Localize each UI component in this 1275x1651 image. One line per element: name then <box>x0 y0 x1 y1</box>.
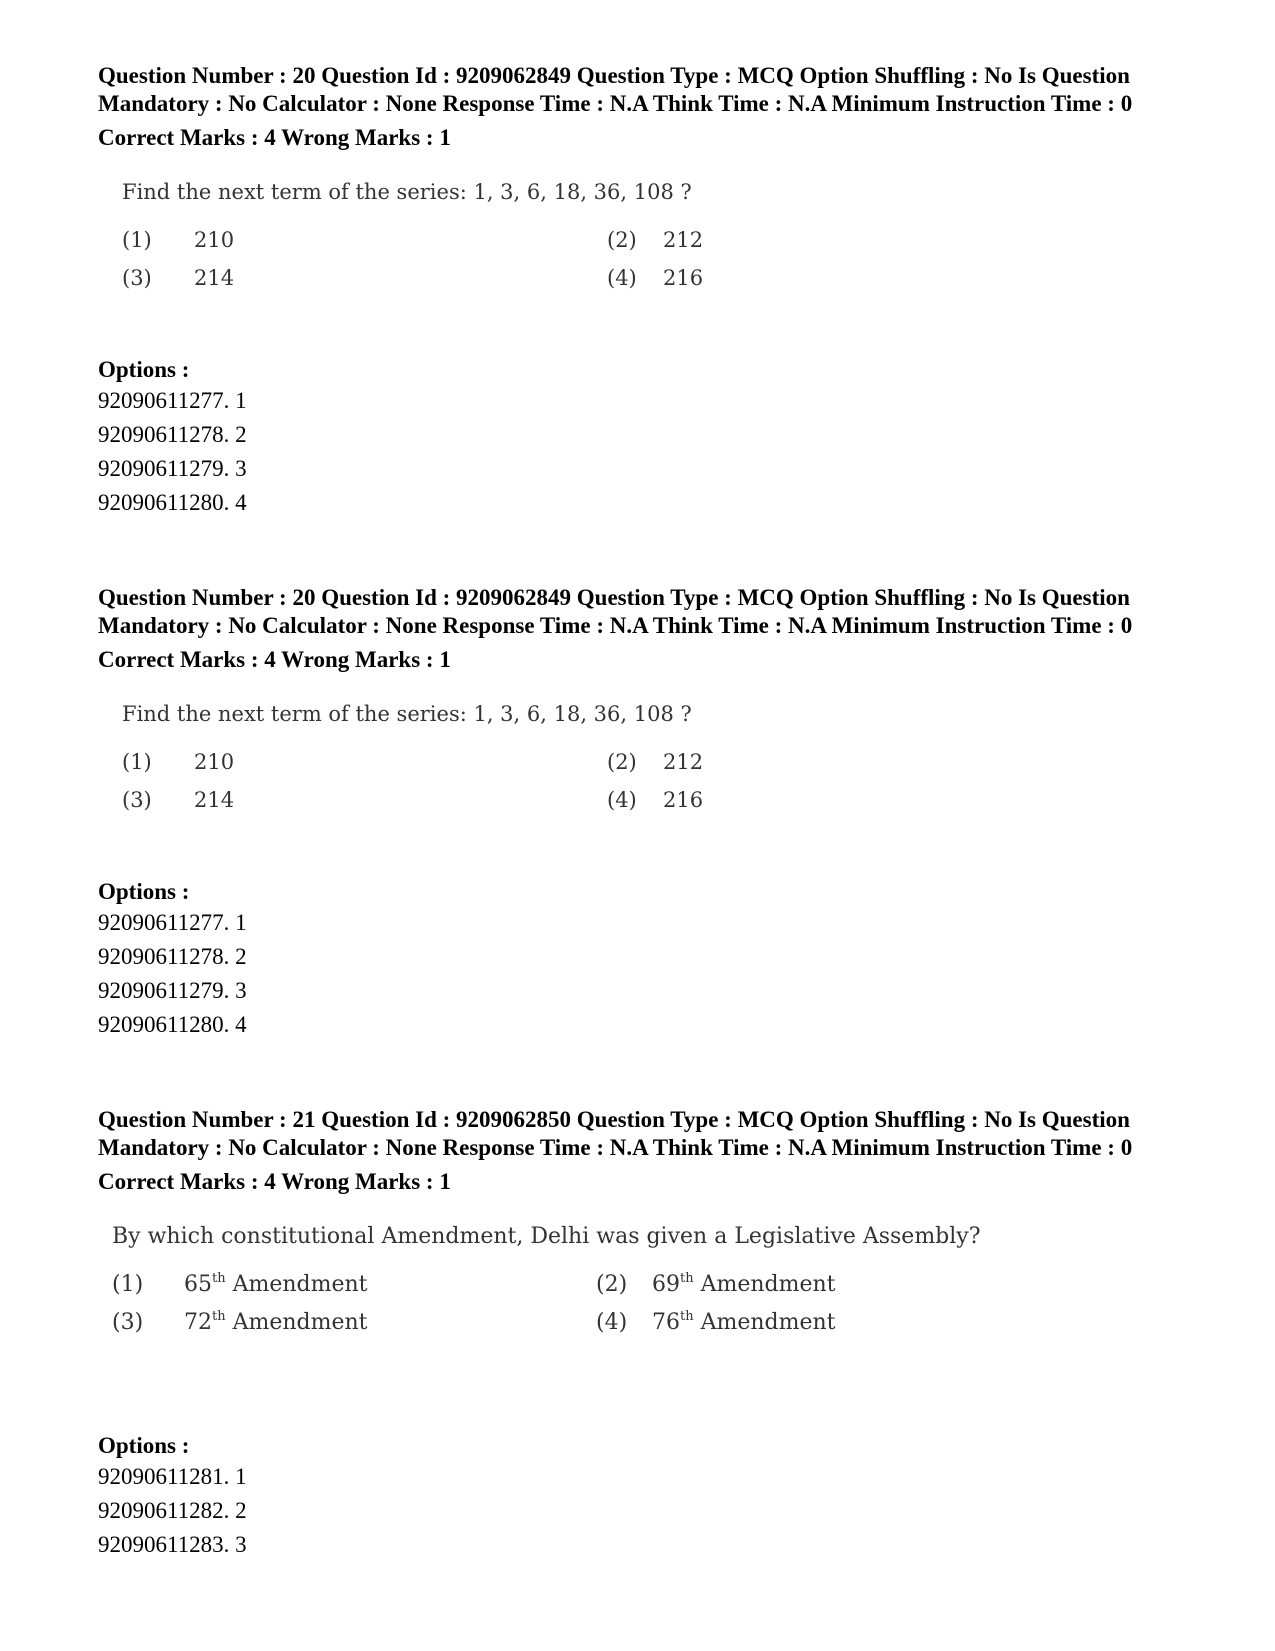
question-marks: Correct Marks : 4 Wrong Marks : 1 <box>98 647 451 672</box>
question-text: By which constitutional Amendment, Delhi was given a Legislative Assembly? <box>112 1224 981 1249</box>
choice-number: (3) <box>122 788 152 812</box>
option-item: 92090611283. 3 <box>98 1532 247 1557</box>
question-meta: Question Number : 20 Question Id : 9209062849 Question Type : MCQ Option Shuffling : No Is Question Mandatory : No Calculator : None Response Time : N.A Think Time : N.A Minimum Instruction Time : 0 <box>98 63 1133 116</box>
choice-value: 212 <box>663 750 704 774</box>
choice-number: (2) <box>596 1272 628 1297</box>
choice-value: 212 <box>663 228 704 252</box>
choice-value: 210 <box>194 750 235 774</box>
question-block <box>98 62 1218 520</box>
option-item: 92090611282. 2 <box>98 1498 247 1523</box>
option-item: 92090611277. 1 <box>98 388 247 413</box>
option-item: 92090611278. 2 <box>98 422 247 447</box>
question-meta: Question Number : 20 Question Id : 9209062849 Question Type : MCQ Option Shuffling : No Is Question Mandatory : No Calculator : None Response Time : N.A Think Time : N.A Minimum Instruction Time : 0 <box>98 585 1133 638</box>
question-marks: Correct Marks : 4 Wrong Marks : 1 <box>98 1169 451 1194</box>
option-item: 92090611279. 3 <box>98 978 247 1003</box>
options-list <box>98 878 1218 1042</box>
choice-value: 210 <box>194 228 235 252</box>
choice-number: (4) <box>607 266 637 290</box>
choice-value: 69th Amendment <box>652 1271 836 1297</box>
question-meta: Question Number : 21 Question Id : 9209062850 Question Type : MCQ Option Shuffling : No Is Question Mandatory : No Calculator : None Response Time : N.A Think Time : N.A Minimum Instruction Time : 0 <box>98 1107 1133 1160</box>
choice-number: (2) <box>607 750 637 774</box>
question-content <box>98 1196 1218 1376</box>
choice-value: 214 <box>194 788 235 812</box>
options-title: Options : <box>98 879 190 904</box>
question-content <box>98 152 1218 322</box>
question-text: Find the next term of the series: 1, 3, 6, 18, 36, 108 ? <box>122 180 692 204</box>
option-item: 92090611280. 4 <box>98 490 247 515</box>
choice-number: (1) <box>122 228 152 252</box>
choice-number: (3) <box>122 266 152 290</box>
choice-value: 216 <box>663 266 704 290</box>
option-item: 92090611278. 2 <box>98 944 247 969</box>
choice-value: 216 <box>663 788 704 812</box>
choice-number: (3) <box>112 1310 144 1335</box>
choice-number: (1) <box>112 1272 144 1297</box>
options-list <box>98 356 1218 520</box>
option-item: 92090611279. 3 <box>98 456 247 481</box>
question-content <box>98 674 1218 844</box>
question-block <box>98 584 1218 1042</box>
option-item: 92090611281. 1 <box>98 1464 247 1489</box>
options-title: Options : <box>98 357 190 382</box>
question-text: Find the next term of the series: 1, 3, 6, 18, 36, 108 ? <box>122 702 692 726</box>
option-item: 92090611280. 4 <box>98 1012 247 1037</box>
choice-number: (4) <box>607 788 637 812</box>
options-list <box>98 1432 1218 1562</box>
choice-value: 76th Amendment <box>652 1309 836 1335</box>
choice-value: 214 <box>194 266 235 290</box>
choice-number: (1) <box>122 750 152 774</box>
option-item: 92090611277. 1 <box>98 910 247 935</box>
options-title: Options : <box>98 1433 190 1458</box>
choice-value: 65th Amendment <box>184 1271 368 1297</box>
choice-value: 72th Amendment <box>184 1309 368 1335</box>
choice-number: (4) <box>596 1310 628 1335</box>
choice-number: (2) <box>607 228 637 252</box>
question-block <box>98 1106 1218 1562</box>
question-marks: Correct Marks : 4 Wrong Marks : 1 <box>98 125 451 150</box>
